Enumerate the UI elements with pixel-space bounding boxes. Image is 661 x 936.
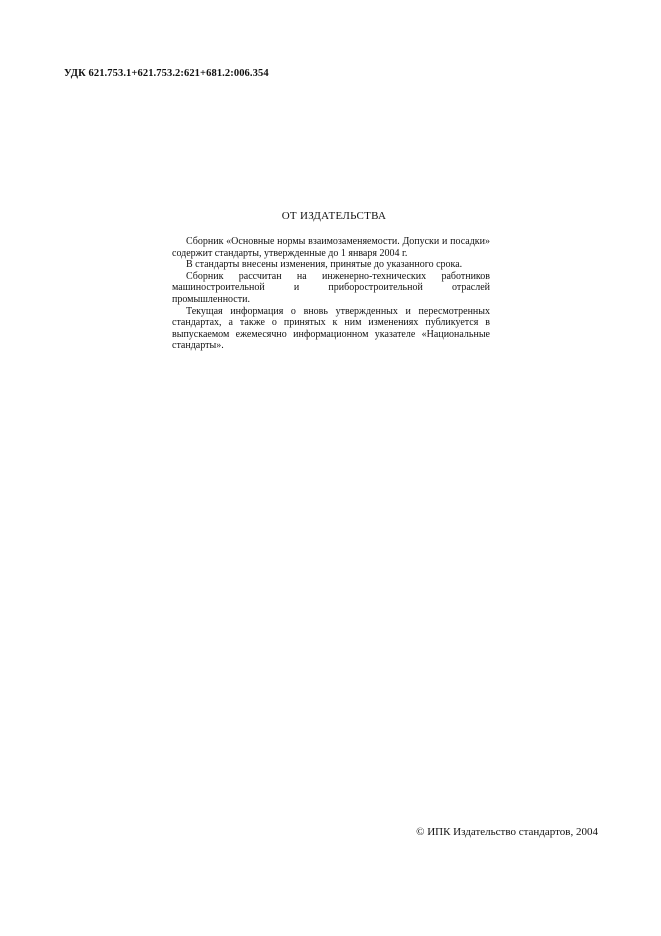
preface-paragraph: Текущая информация о вновь утвержденных и пересмотренных стандартах, а также о принятых к ним изменениях публикуется в выпускаемом ежемесячно информационном указателе «Национальные стандарты». xyxy=(172,305,490,352)
preface-body xyxy=(172,236,490,352)
preface-paragraph: В стандарты внесены изменения, принятые до указанного срока. xyxy=(186,259,463,271)
preface-title: ОТ ИЗДАТЕЛЬСТВА xyxy=(281,210,387,222)
preface-paragraph: Сборник «Основные нормы взаимозаменяемости. Допуски и посадки» содержит стандарты, утвержденные до 1 января 2004 г. xyxy=(172,236,490,259)
preface-paragraph: Сборник рассчитан на инженерно-технических работников машиностроительной и приборостроительной отраслей промышленности. xyxy=(172,270,490,305)
copyright-notice: © ИПК Издательство стандартов, 2004 xyxy=(416,826,598,838)
udk-classification: УДК 621.753.1+621.753.2:621+681.2:006.354 xyxy=(64,68,269,79)
publisher-preface xyxy=(172,210,490,352)
